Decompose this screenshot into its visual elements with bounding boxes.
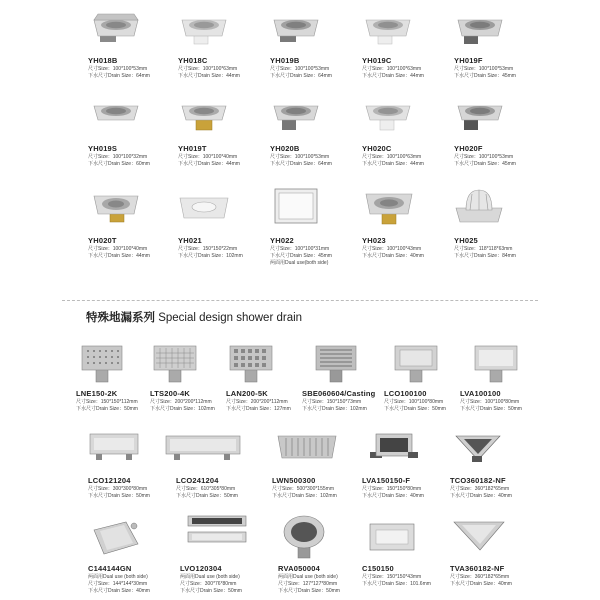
product-note: 两面用Dual use (both side) xyxy=(180,574,240,580)
product-code: YH019B xyxy=(270,56,300,65)
shower-drain-image xyxy=(280,512,328,560)
product-code: LWN500300 xyxy=(272,476,316,485)
product-code: YH025 xyxy=(454,236,478,245)
product-size: 尺寸Size：200*200*112mm xyxy=(226,399,288,405)
floor-drain-image xyxy=(92,190,140,228)
floor-drain-image xyxy=(180,10,228,46)
floor-drain-image xyxy=(456,10,504,46)
product-size: 尺寸Size：100*100*53mm xyxy=(88,66,148,72)
product-drain-size: 下水尺寸Drain Size：50mm xyxy=(88,493,150,499)
product-code: TCO360182-NF xyxy=(450,476,506,485)
product-code: LCO121204 xyxy=(88,476,131,485)
shower-drain-image xyxy=(312,342,360,384)
product-size: 尺寸Size：100*100*43mm xyxy=(362,246,422,252)
product-drain-size: 下水尺寸Drain Size：64mm xyxy=(88,73,150,79)
product-drain-size: 下水尺寸Drain Size：102mm xyxy=(272,493,337,499)
product-drain-size: 下水尺寸Drain Size：45mm xyxy=(270,253,332,259)
product-code: SBE060604/Casting xyxy=(302,389,376,398)
product-drain-size: 下水尺寸Drain Size：102mm xyxy=(302,406,367,412)
shower-drain-image xyxy=(472,342,520,384)
shower-drain-image xyxy=(392,342,440,384)
product-size: 尺寸Size：100*100*53mm xyxy=(454,154,514,160)
product-size: 尺寸Size：610*305*80mm xyxy=(176,486,236,492)
shower-drain-image xyxy=(368,430,420,466)
product-code: YH022 xyxy=(270,236,294,245)
product-note: 两面用Dual use(both side) xyxy=(270,260,329,266)
product-drain-size: 下水尺寸Drain Size：64mm xyxy=(270,161,332,167)
product-drain-size: 下水尺寸Drain Size：102mm xyxy=(178,253,243,259)
product-code: YH023 xyxy=(362,236,386,245)
product-size: 尺寸Size：100*100*63mm xyxy=(362,154,422,160)
product-drain-size: 下水尺寸Drain Size：50mm xyxy=(180,588,242,594)
product-code: YH021 xyxy=(178,236,202,245)
shower-drain-image xyxy=(452,514,506,556)
product-size: 尺寸Size：150*150*43mm xyxy=(362,574,422,580)
product-drain-size: 下水尺寸Drain Size：45mm xyxy=(454,73,516,79)
section-title-cn: 特殊地漏系列 xyxy=(86,312,155,324)
shower-drain-image xyxy=(80,342,126,384)
floor-drain-image xyxy=(364,188,414,228)
product-size: 尺寸Size：150*150*80mm xyxy=(362,486,422,492)
product-drain-size: 下水尺寸Drain Size：45mm xyxy=(454,161,516,167)
product-size: 尺寸Size：100*100*53mm xyxy=(270,66,330,72)
product-size: 尺寸Size：200*200*112mm xyxy=(150,399,212,405)
shower-drain-image xyxy=(186,512,248,552)
floor-drain-image xyxy=(178,192,230,224)
product-code: LCO100100 xyxy=(384,389,427,398)
floor-drain-image xyxy=(180,96,228,134)
product-code: YH020C xyxy=(362,144,392,153)
product-code: LVA150150-F xyxy=(362,476,411,485)
product-drain-size: 下水尺寸Drain Size：50mm xyxy=(384,406,446,412)
product-size: 尺寸Size：100*100*53mm xyxy=(270,154,330,160)
product-code: YH020B xyxy=(270,144,300,153)
product-code: YH019C xyxy=(362,56,392,65)
product-size: 尺寸Size：100*100*80mm xyxy=(384,399,444,405)
product-drain-size: 下水尺寸Drain Size：40mm xyxy=(362,253,424,259)
product-code: C144144GN xyxy=(88,564,132,573)
product-drain-size: 下水尺寸Drain Size：44mm xyxy=(362,73,424,79)
product-code: LNE150-2K xyxy=(76,389,118,398)
product-size: 尺寸Size：300*76*80mm xyxy=(180,581,237,587)
shower-drain-image xyxy=(88,430,140,464)
product-drain-size: 下水尺寸Drain Size：40mm xyxy=(362,493,424,499)
product-size: 尺寸Size：150*150*112mm xyxy=(76,399,138,405)
product-code: LTS200-4K xyxy=(150,389,191,398)
product-drain-size: 下水尺寸Drain Size：40mm xyxy=(450,493,512,499)
product-code: LAN200-5K xyxy=(226,389,268,398)
shower-drain-image xyxy=(368,518,416,556)
product-size: 尺寸Size：118*118*63mm xyxy=(454,246,513,252)
shower-drain-image xyxy=(452,430,504,466)
floor-drain-image xyxy=(456,96,504,134)
product-drain-size: 下水尺寸Drain Size：40mm xyxy=(88,588,150,594)
product-drain-size: 下水尺寸Drain Size：84mm xyxy=(454,253,516,259)
product-code: RVA050004 xyxy=(278,564,320,573)
floor-drain-image xyxy=(364,96,412,134)
product-size: 尺寸Size：150*150*22mm xyxy=(178,246,238,252)
product-size: 尺寸Size：127*127*80mm xyxy=(278,581,338,587)
product-size: 尺寸Size：360*182*65mm xyxy=(450,486,510,492)
product-code: YH018C xyxy=(178,56,208,65)
product-drain-size: 下水尺寸Drain Size：127mm xyxy=(226,406,291,412)
section-title-en: Special design shower drain xyxy=(158,312,303,324)
product-note: 两面用Dual use (both side) xyxy=(278,574,338,580)
product-size: 尺寸Size：100*100*63mm xyxy=(362,66,422,72)
product-size: 尺寸Size：360*182*65mm xyxy=(450,574,510,580)
floor-drain-image xyxy=(454,186,504,228)
floor-drain-image xyxy=(92,10,140,46)
shower-drain-image xyxy=(228,342,274,384)
product-code: LVA100100 xyxy=(460,389,501,398)
product-drain-size: 下水尺寸Drain Size：102mm xyxy=(150,406,215,412)
shower-drain-image xyxy=(164,432,242,462)
product-drain-size: 下水尺寸Drain Size：44mm xyxy=(178,161,240,167)
product-size: 尺寸Size：100*100*53mm xyxy=(454,66,514,72)
product-size: 尺寸Size：300*300*80mm xyxy=(88,486,148,492)
product-code: YH019T xyxy=(178,144,207,153)
product-code: YH020T xyxy=(88,236,117,245)
shower-drain-image xyxy=(88,516,144,560)
product-drain-size: 下水尺寸Drain Size：40mm xyxy=(450,581,512,587)
product-code: C150150 xyxy=(362,564,394,573)
product-drain-size: 下水尺寸Drain Size：50mm xyxy=(176,493,238,499)
product-code: LCO241204 xyxy=(176,476,219,485)
floor-drain-image xyxy=(272,186,320,228)
product-size: 尺寸Size：100*100*40mm xyxy=(178,154,238,160)
floor-drain-image xyxy=(272,96,320,134)
product-code: TVA360182-NF xyxy=(450,564,505,573)
product-code: YH018B xyxy=(88,56,118,65)
floor-drain-image xyxy=(364,10,412,46)
section-title xyxy=(86,309,302,325)
product-drain-size: 下水尺寸Drain Size：50mm xyxy=(278,588,340,594)
product-drain-size: 下水尺寸Drain Size：44mm xyxy=(178,73,240,79)
product-drain-size: 下水尺寸Drain Size：64mm xyxy=(270,73,332,79)
product-code: LVO120304 xyxy=(180,564,222,573)
product-size: 尺寸Size：500*300*155mm xyxy=(272,486,334,492)
product-drain-size: 下水尺寸Drain Size：44mm xyxy=(88,253,150,259)
product-code: YH019S xyxy=(88,144,118,153)
product-size: 尺寸Size：150*150*73mm xyxy=(302,399,362,405)
shower-drain-image xyxy=(152,342,198,384)
floor-drain-image xyxy=(92,96,140,130)
section-divider xyxy=(62,300,538,301)
product-size: 尺寸Size：144*144*30mm xyxy=(88,581,148,587)
product-size: 尺寸Size：100*100*40mm xyxy=(88,246,148,252)
product-code: YH019F xyxy=(454,56,483,65)
floor-drain-image xyxy=(272,10,320,46)
product-size: 尺寸Size：100*100*63mm xyxy=(178,66,238,72)
product-drain-size: 下水尺寸Drain Size：44mm xyxy=(362,161,424,167)
product-note: 两面用Dual use (both side) xyxy=(88,574,148,580)
product-size: 尺寸Size：100*100*31mm xyxy=(270,246,330,252)
product-drain-size: 下水尺寸Drain Size：60mm xyxy=(88,161,150,167)
shower-drain-image xyxy=(272,430,340,464)
product-size: 尺寸Size：100*100*80mm xyxy=(460,399,520,405)
product-drain-size: 下水尺寸Drain Size：50mm xyxy=(76,406,138,412)
product-drain-size: 下水尺寸Drain Size：50mm xyxy=(460,406,522,412)
product-size: 尺寸Size：100*100*32mm xyxy=(88,154,148,160)
product-drain-size: 下水尺寸Drain Size：101.6mm xyxy=(362,581,431,587)
product-code: YH020F xyxy=(454,144,483,153)
